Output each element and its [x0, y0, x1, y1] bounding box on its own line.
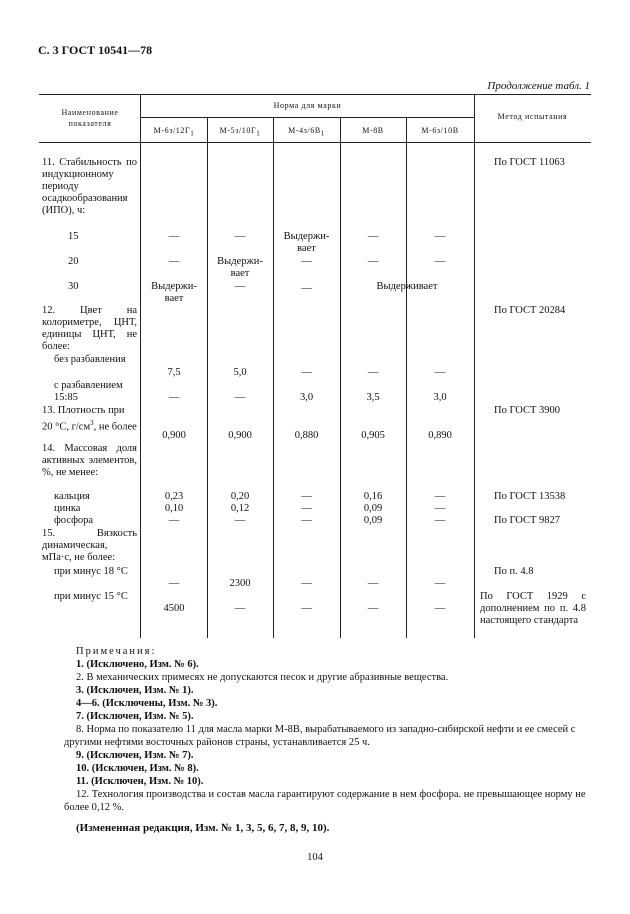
sub-label: цинка — [54, 503, 81, 514]
value-cell: — — [434, 231, 446, 242]
value-cell: 3,0 — [433, 392, 447, 403]
edition-note: (Измененная редакция, Изм. № 1, 3, 5, 6, 7, 8, 9, 10). — [76, 822, 330, 834]
value-cell: — — [301, 603, 312, 614]
value-cell: 0,23 — [164, 491, 184, 502]
page-number: 104 — [307, 852, 323, 863]
value-cell: — — [168, 578, 180, 589]
value-cell: 4500 — [163, 603, 185, 614]
value-cell: — — [234, 603, 246, 614]
value-cell: 0,09 — [363, 503, 383, 514]
value-cell: — — [367, 603, 379, 614]
header-bottom-rule — [39, 142, 591, 143]
value-cell: — — [434, 491, 446, 502]
method-cell: По ГОСТ 9827 — [494, 515, 561, 526]
value-cell: 0,900 — [162, 430, 186, 441]
note-item: 11. (Исключен, Изм. № 10). — [76, 776, 204, 787]
method-cell: По ГОСТ 3900 — [494, 405, 561, 416]
grade-header: $М-6з/12Г_1$ — [153, 126, 195, 138]
sub-label: 30 — [68, 281, 79, 292]
value-cell: 2300 — [229, 578, 251, 589]
method-cell: По ГОСТ 1929 с дополнением по п. 4.8 настоящего стандарта — [480, 591, 586, 626]
sub-label: 20 — [68, 256, 79, 267]
value-cell: вает — [164, 293, 184, 304]
note-item: 3. (Исключен, Изм. № 1). — [76, 685, 194, 696]
value-cell: — — [367, 231, 379, 242]
param-name: 15. Вязкость динамическая, мПа·с, не более: — [42, 528, 137, 563]
param-name: 14. Массовая доля активных элементов, %, не менее: — [42, 443, 137, 478]
value-cell: — — [234, 515, 246, 526]
grade-header: $М-5з/10Г_1$ — [219, 126, 261, 138]
grade-header: М-8В — [362, 126, 384, 135]
sub-label: при минус 15 °С — [54, 591, 128, 602]
note-item: 7. (Исключен, Изм. № 5). — [76, 711, 194, 722]
grade-header: $М-4з/6В_1$ — [288, 126, 325, 138]
value-cell: — — [367, 256, 379, 267]
value-cell: — — [301, 367, 312, 378]
value-cell: — — [367, 578, 379, 589]
value-cell: 0,10 — [164, 503, 184, 514]
note-item: 9. (Исключен, Изм. № 7). — [76, 750, 194, 761]
sub-label: с разбавлением 15:85 — [54, 380, 123, 403]
value-cell: — — [301, 578, 312, 589]
grade-header: М-6з/10В — [421, 126, 459, 135]
value-cell: 0,20 — [230, 491, 250, 502]
value-cell: — — [168, 515, 180, 526]
value-cell: 0,900 — [228, 430, 252, 441]
norm-subheader-rule — [141, 117, 474, 118]
param-name: 13. Плотность при 20 °С, $г/см^3$, не более — [42, 405, 137, 433]
value-cell: — — [301, 283, 312, 294]
param-name: 11. Стабильность по индукционному периоду осадкообразования (ИПО), ч: — [42, 157, 137, 216]
value-cell: — — [434, 367, 446, 378]
value-cell: 5,0 — [233, 367, 247, 378]
value-cell: 0,905 — [361, 430, 385, 441]
value-cell: 3,0 — [299, 392, 314, 403]
value-cell: — — [434, 515, 446, 526]
note-item: 4—6. (Исключены, Изм. № 3). — [76, 698, 218, 709]
value-cell: 0,12 — [230, 503, 250, 514]
table-top-rule — [39, 94, 591, 95]
method-cell: По ГОСТ 11063 — [494, 157, 565, 168]
value-cell: Выдержи- — [217, 256, 263, 267]
value-cell: 7,5 — [167, 367, 181, 378]
table-continuation: Продолжение табл. 1 — [487, 80, 590, 92]
sub-label: 15 — [68, 231, 79, 242]
value-cell: — — [434, 603, 446, 614]
value-cell: — — [301, 256, 312, 267]
value-cell: — — [168, 231, 180, 242]
param-name: 12. Цвет на колориметре, ЦНТ, единицы ЦНТ, не более: — [42, 305, 137, 352]
col-header-norm: Норма для марки — [273, 101, 342, 110]
value-cell: 0,890 — [428, 430, 452, 441]
col-divider — [474, 94, 475, 638]
value-cell: — — [234, 392, 246, 403]
value-cell: 0,880 — [294, 430, 319, 441]
value-cell: — — [301, 491, 312, 502]
note-item: 1. (Исключено, Изм. № 6). — [76, 659, 199, 670]
sub-label: без разбавления — [54, 354, 126, 365]
method-cell: По ГОСТ 20284 — [494, 305, 566, 316]
note-item: 12. Технология производства и состав масла гарантируют содержание в нем фосфора. не превышающее норму не более 0,12 %. — [64, 789, 586, 813]
col-header-method: Метод испытания — [497, 112, 568, 121]
col-header-name: Наименование показателя — [61, 108, 119, 128]
value-cell: 3,5 — [366, 392, 380, 403]
value-cell: — — [234, 231, 246, 242]
note-item: 2. В механических примесях не допускаются песок и другие абразивные вещества. — [76, 672, 449, 683]
value-cell: вает — [230, 268, 250, 279]
note-item: 8. Норма по показателю 11 для масла марки М-8В, вырабатываемого из западно-сибирской нефти и ее смесей с другими нефтями восточных районов страны, устанавливается 25 ч. — [64, 724, 576, 748]
method-cell: По ГОСТ 13538 — [494, 491, 566, 502]
value-cell: — — [434, 503, 446, 514]
value-cell: Выдерживает — [376, 281, 438, 292]
value-cell: — — [301, 515, 312, 526]
value-cell: 0,16 — [363, 491, 383, 502]
value-cell: — — [168, 256, 180, 267]
sub-label: фосфора — [54, 515, 94, 526]
value-cell: вает — [297, 243, 316, 254]
col-divider — [140, 94, 141, 638]
sub-label: кальция — [54, 491, 90, 502]
sub-label: при минус 18 °С — [54, 566, 128, 577]
value-cell: 0,09 — [363, 515, 383, 526]
value-cell: — — [301, 503, 312, 514]
method-cell: По п. 4.8 — [494, 566, 534, 577]
value-cell: Выдержи- — [283, 231, 330, 242]
value-cell: Выдержи- — [151, 281, 197, 292]
value-cell: — — [434, 256, 446, 267]
note-item: 10. (Исключен, Изм. № 8). — [76, 763, 199, 774]
value-cell: — — [168, 392, 180, 403]
value-cell: — — [434, 578, 446, 589]
page-header: С. 3 ГОСТ 10541—78 — [38, 43, 153, 57]
value-cell: — — [234, 281, 246, 292]
notes-title: Примечания: — [76, 646, 157, 657]
value-cell: — — [367, 367, 379, 378]
